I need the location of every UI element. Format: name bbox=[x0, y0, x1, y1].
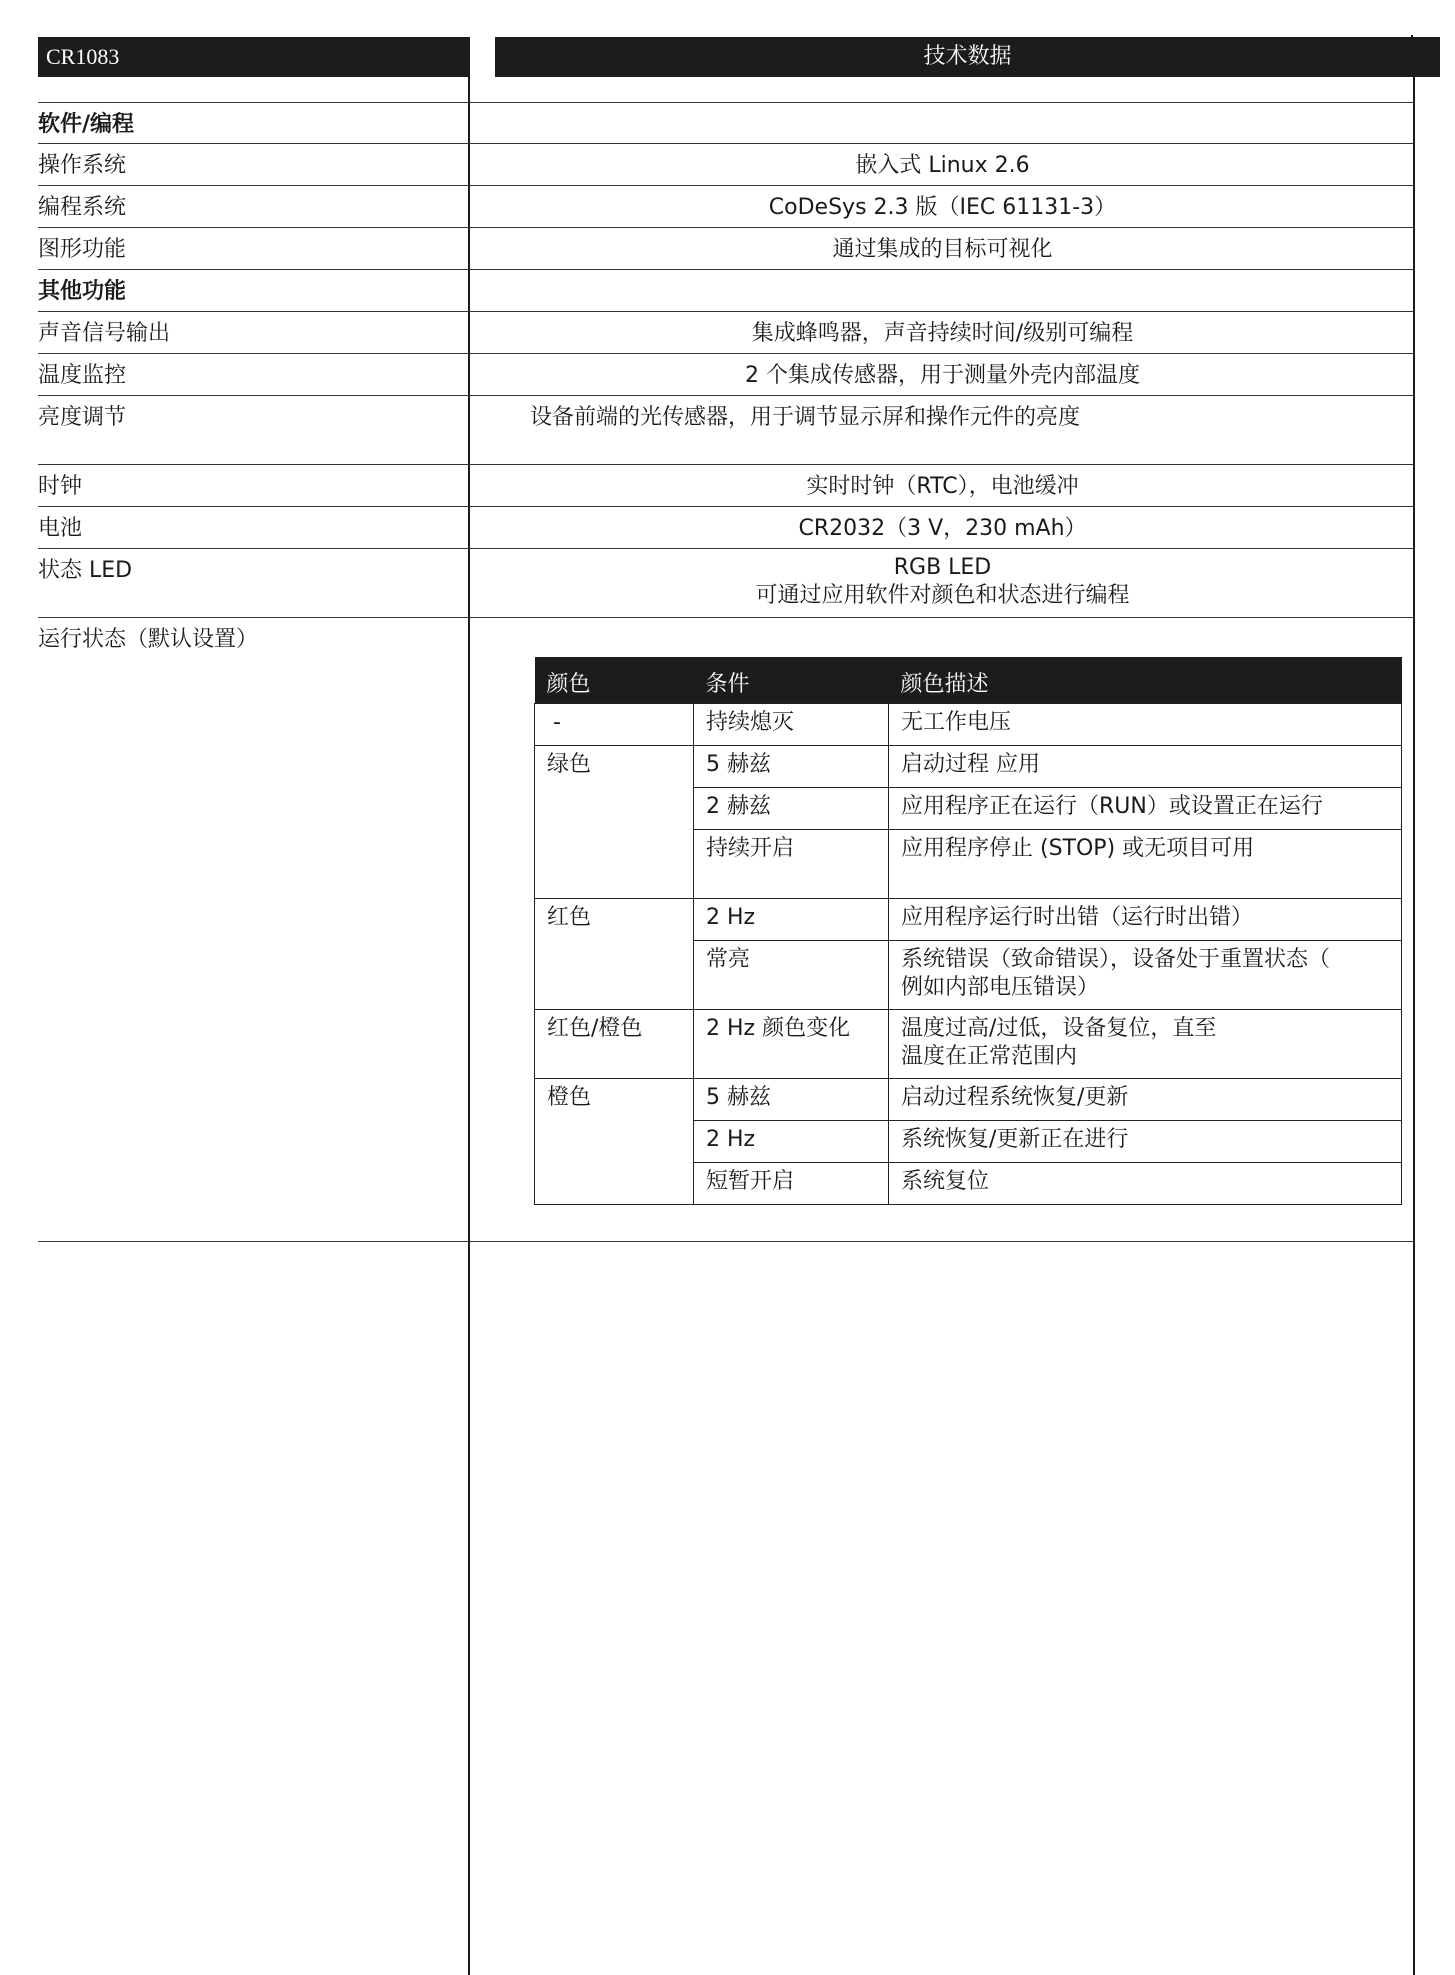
cell-description bbox=[889, 1010, 1402, 1079]
row-label-software: 软件/编程 bbox=[38, 112, 135, 137]
model-header: CR1083 bbox=[38, 37, 468, 77]
row-label-operating-state: 运行状态（默认设置） bbox=[38, 627, 259, 652]
row-value-temperature: 2 个集成传感器，用于测量外壳内部温度 bbox=[745, 363, 1140, 388]
row-value-programming: CoDeSys 2.3 版（IEC 61131-3） bbox=[768, 195, 1117, 220]
cell-description: 启动过程 应用 bbox=[889, 746, 1402, 788]
cell-description: 系统复位 bbox=[889, 1163, 1402, 1205]
cell-condition: 短暂开启 bbox=[694, 1163, 889, 1205]
cell-condition: 持续熄灭 bbox=[694, 704, 889, 746]
row-divider bbox=[38, 143, 1413, 144]
row-label-graphics: 图形功能 bbox=[38, 237, 127, 262]
description-line: 系统错误（致命错误），设备处于重置状态（ bbox=[901, 947, 1331, 972]
row-divider bbox=[38, 185, 1413, 186]
header-color: 颜色 bbox=[535, 657, 694, 704]
row-label-clock: 时钟 bbox=[38, 474, 83, 499]
row-label-other-features: 其他功能 bbox=[38, 279, 127, 304]
cell-condition: 常亮 bbox=[694, 941, 889, 1010]
table-header-row bbox=[535, 657, 1402, 704]
row-label-os: 操作系统 bbox=[38, 153, 127, 178]
row-value-status-led-detail: 可通过应用软件对颜色和状态进行编程 bbox=[755, 583, 1130, 608]
row-divider bbox=[38, 464, 1413, 465]
cell-description: 无工作电压 bbox=[889, 704, 1402, 746]
table-row bbox=[535, 1010, 1402, 1079]
corner-mark bbox=[1411, 35, 1413, 41]
row-value-status-led: RGB LED bbox=[893, 555, 992, 580]
row-label-programming: 编程系统 bbox=[38, 195, 127, 220]
cell-description: 应用程序正在运行（RUN）或设置正在运行 bbox=[889, 788, 1402, 830]
row-divider bbox=[38, 353, 1413, 354]
cell-description bbox=[889, 941, 1402, 1010]
row-divider bbox=[38, 102, 1413, 103]
row-divider bbox=[38, 227, 1413, 228]
section-title: 技术数据 bbox=[495, 37, 1440, 77]
description-line: 温度在正常范围内 bbox=[901, 1044, 1078, 1069]
cell-condition: 2 Hz 颜色变化 bbox=[694, 1010, 889, 1079]
row-value-graphics: 通过集成的目标可视化 bbox=[832, 237, 1053, 262]
description-line: 温度过高/过低，设备复位，直至 bbox=[901, 1016, 1217, 1041]
cell-description: 系统恢复/更新正在进行 bbox=[889, 1121, 1402, 1163]
cell-color: 橙色 bbox=[535, 1079, 694, 1205]
table-row bbox=[535, 704, 1402, 746]
cell-condition: 2 Hz bbox=[694, 899, 889, 941]
row-divider bbox=[38, 1241, 1413, 1242]
cell-color: - bbox=[535, 704, 694, 746]
table-row bbox=[535, 899, 1402, 941]
cell-description: 启动过程系统恢复/更新 bbox=[889, 1079, 1402, 1121]
cell-description: 应用程序停止 (STOP) 或无项目可用 bbox=[889, 830, 1402, 899]
row-value-battery: CR2032（3 V，230 mAh） bbox=[798, 516, 1087, 541]
cell-condition: 5 赫兹 bbox=[694, 746, 889, 788]
table-row bbox=[535, 1079, 1402, 1121]
led-status-table bbox=[534, 657, 1402, 1205]
cell-color: 红色/橙色 bbox=[535, 1010, 694, 1079]
cell-color: 绿色 bbox=[535, 746, 694, 899]
row-divider bbox=[38, 506, 1413, 507]
row-value-os: 嵌入式 Linux 2.6 bbox=[855, 153, 1030, 178]
cell-description: 应用程序运行时出错（运行时出错） bbox=[889, 899, 1402, 941]
cell-condition: 2 Hz bbox=[694, 1121, 889, 1163]
row-label-audio: 声音信号输出 bbox=[38, 321, 171, 346]
header-condition: 条件 bbox=[694, 657, 889, 704]
row-label-status-led: 状态 LED bbox=[38, 558, 133, 583]
row-value-audio: 集成蜂鸣器，声音持续时间/级别可编程 bbox=[751, 321, 1134, 346]
cell-condition: 持续开启 bbox=[694, 830, 889, 899]
row-divider bbox=[38, 311, 1413, 312]
table-row bbox=[535, 746, 1402, 788]
row-divider bbox=[38, 269, 1413, 270]
cell-condition: 5 赫兹 bbox=[694, 1079, 889, 1121]
row-label-temperature: 温度监控 bbox=[38, 363, 127, 388]
row-label-battery: 电池 bbox=[38, 516, 83, 541]
row-divider bbox=[38, 617, 1413, 618]
description-line: 例如内部电压错误） bbox=[901, 975, 1100, 1000]
row-label-brightness: 亮度调节 bbox=[38, 405, 127, 430]
row-divider bbox=[38, 395, 1413, 396]
cell-condition: 2 赫兹 bbox=[694, 788, 889, 830]
row-divider bbox=[38, 548, 1413, 549]
cell-color: 红色 bbox=[535, 899, 694, 1010]
row-value-clock: 实时时钟（RTC），电池缓冲 bbox=[806, 474, 1079, 499]
row-value-brightness: 设备前端的光传感器，用于调节显示屏和操作元件的亮度 bbox=[530, 405, 1081, 430]
header-description: 颜色描述 bbox=[889, 657, 1402, 704]
